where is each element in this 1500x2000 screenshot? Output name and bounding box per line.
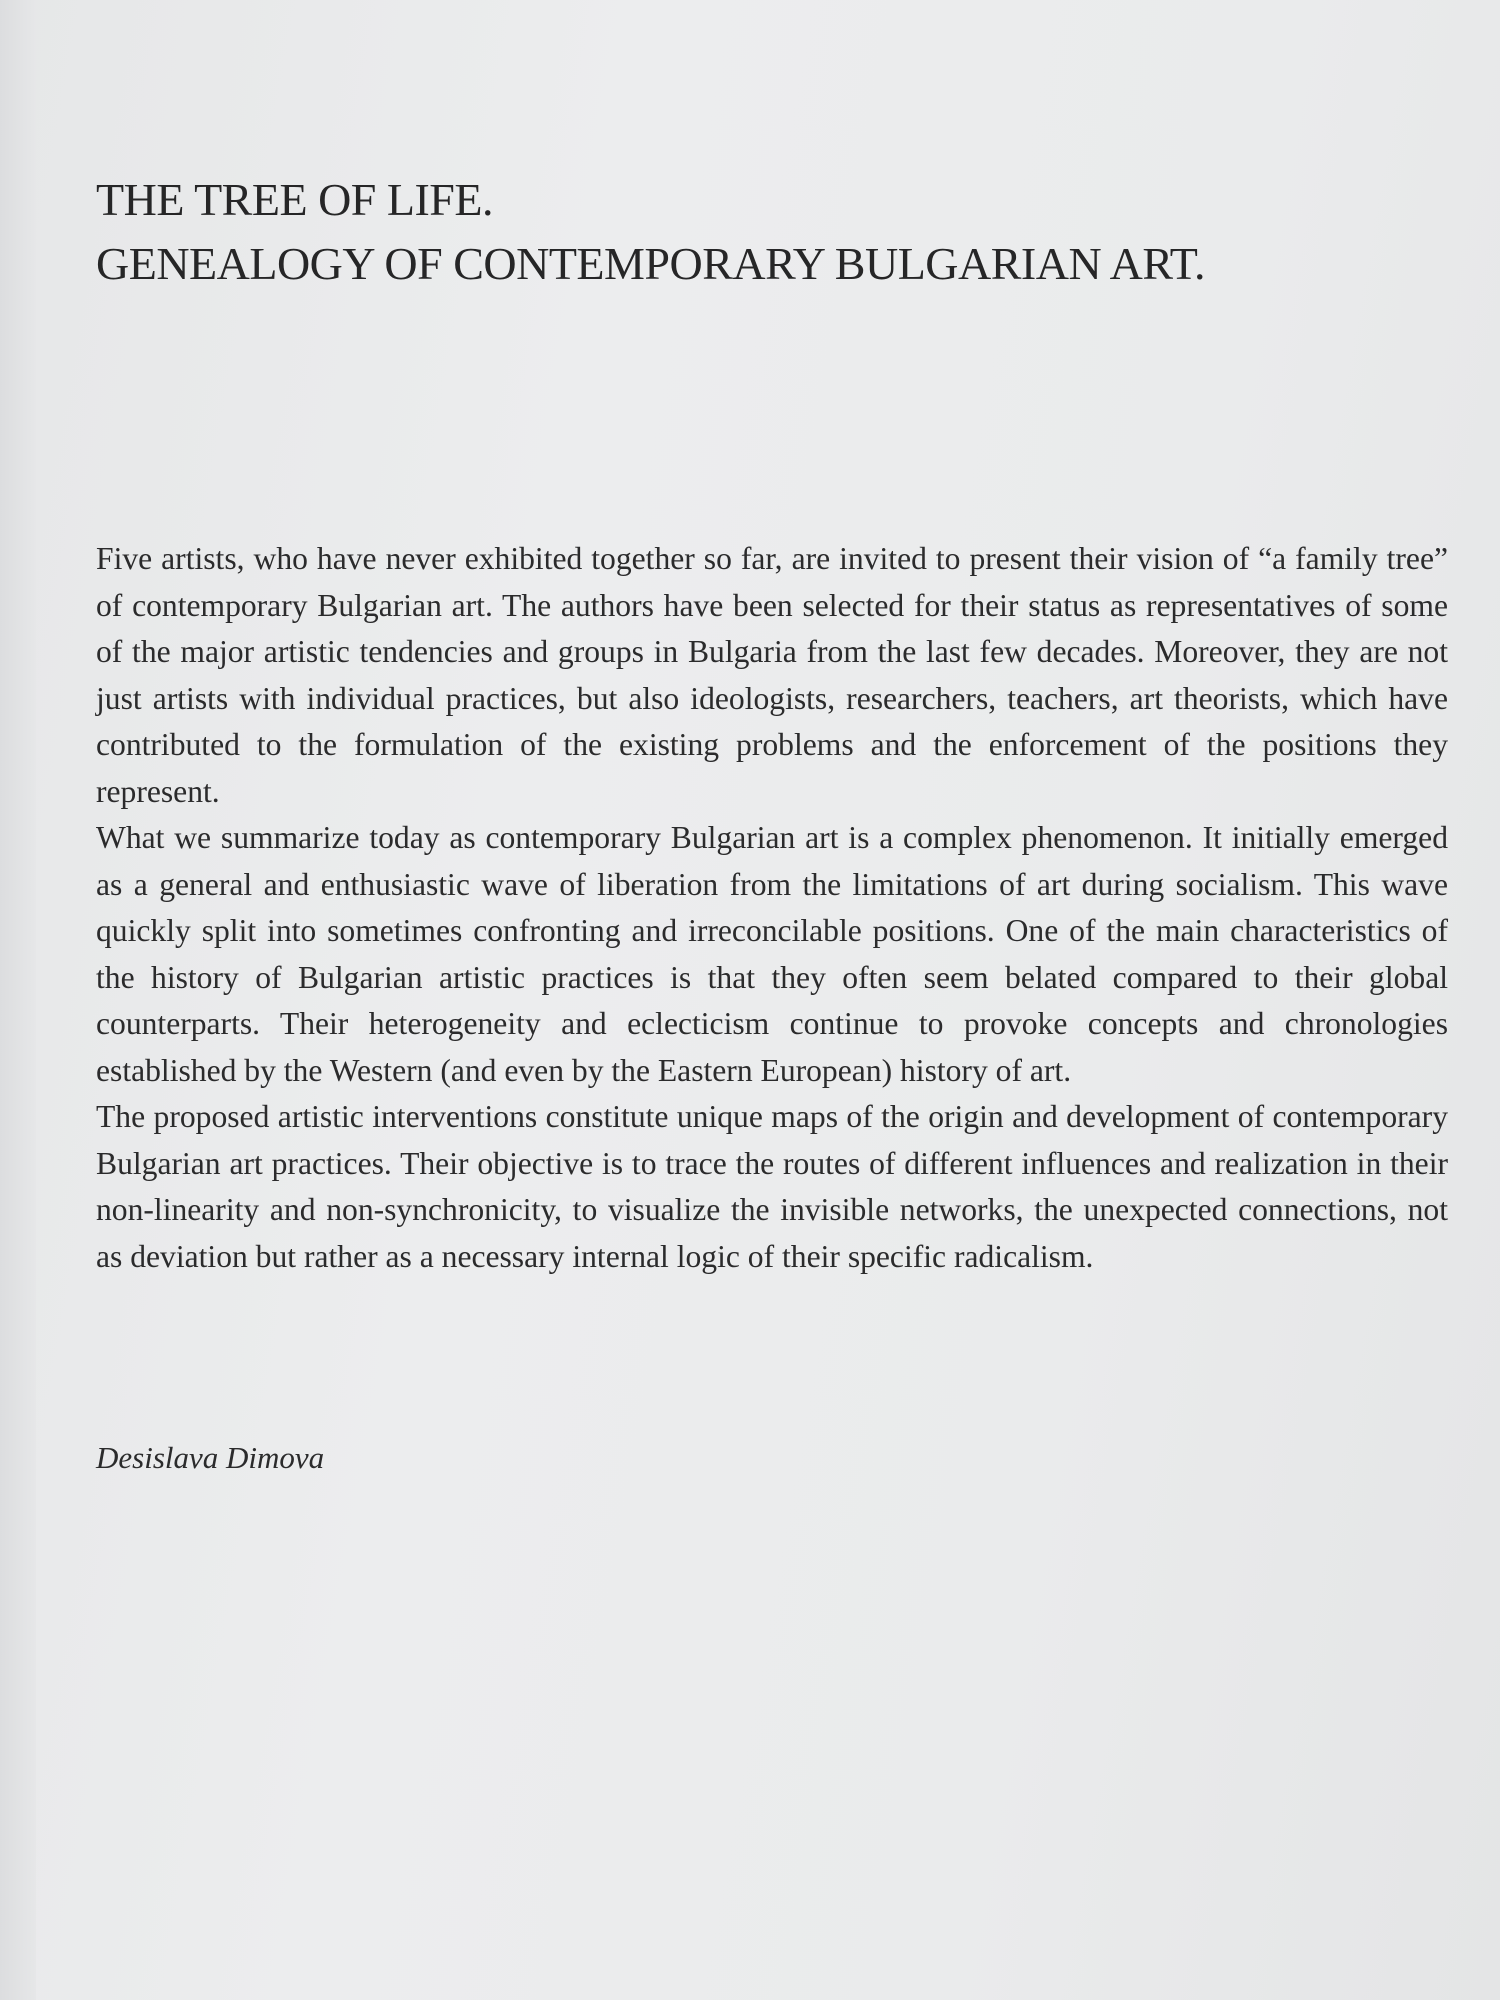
body-text bbox=[96, 536, 1448, 1280]
page-gutter bbox=[0, 0, 36, 2000]
page-title bbox=[96, 168, 1205, 296]
title-line-1: THE TREE OF LIFE. bbox=[96, 174, 493, 225]
title-line-2: GENEALOGY OF CONTEMPORARY BULGARIAN ART. bbox=[96, 238, 1205, 289]
paragraph-3: The proposed artistic interventions constitute unique maps of the origin and development of contemporary Bulgarian art practices. Their objective is to trace the routes of different influences and realization in their non-linearity and non-synchronicity, to visualize the invisible networks, the unexpected connections, not as deviation but rather as a necessary internal logic of their specific radicalism. bbox=[96, 1099, 1448, 1274]
paragraph-2: What we summarize today as contemporary Bulgarian art is a complex phenomenon. It initially emerged as a general and enthusiastic wave of liberation from the limitations of art during socialism. This wave quickly split into sometimes confronting and irreconcilable positions. One of the main characteristics of the history of Bulgarian artistic practices is that they often seem belated compared to their global counterparts. Their heterogeneity and eclecticism continue to provoke concepts and chronologies established by the Western (and even by the Eastern European) history of art. bbox=[96, 820, 1448, 1088]
author-signature: Desislava Dimova bbox=[96, 1440, 325, 1475]
paragraph-1: Five artists, who have never exhibited together so far, are invited to present their vision of “a family tree” of contemporary Bulgarian art. The authors have been selected for their status as representatives of some of the major artistic tendencies and groups in Bulgaria from the last few decades. Moreover, they are not just artists with individual practices, but also ideologists, researchers, teachers, art theorists, which have contributed to the formulation of the existing problems and the enforcement of the positions they represent. bbox=[96, 541, 1448, 809]
